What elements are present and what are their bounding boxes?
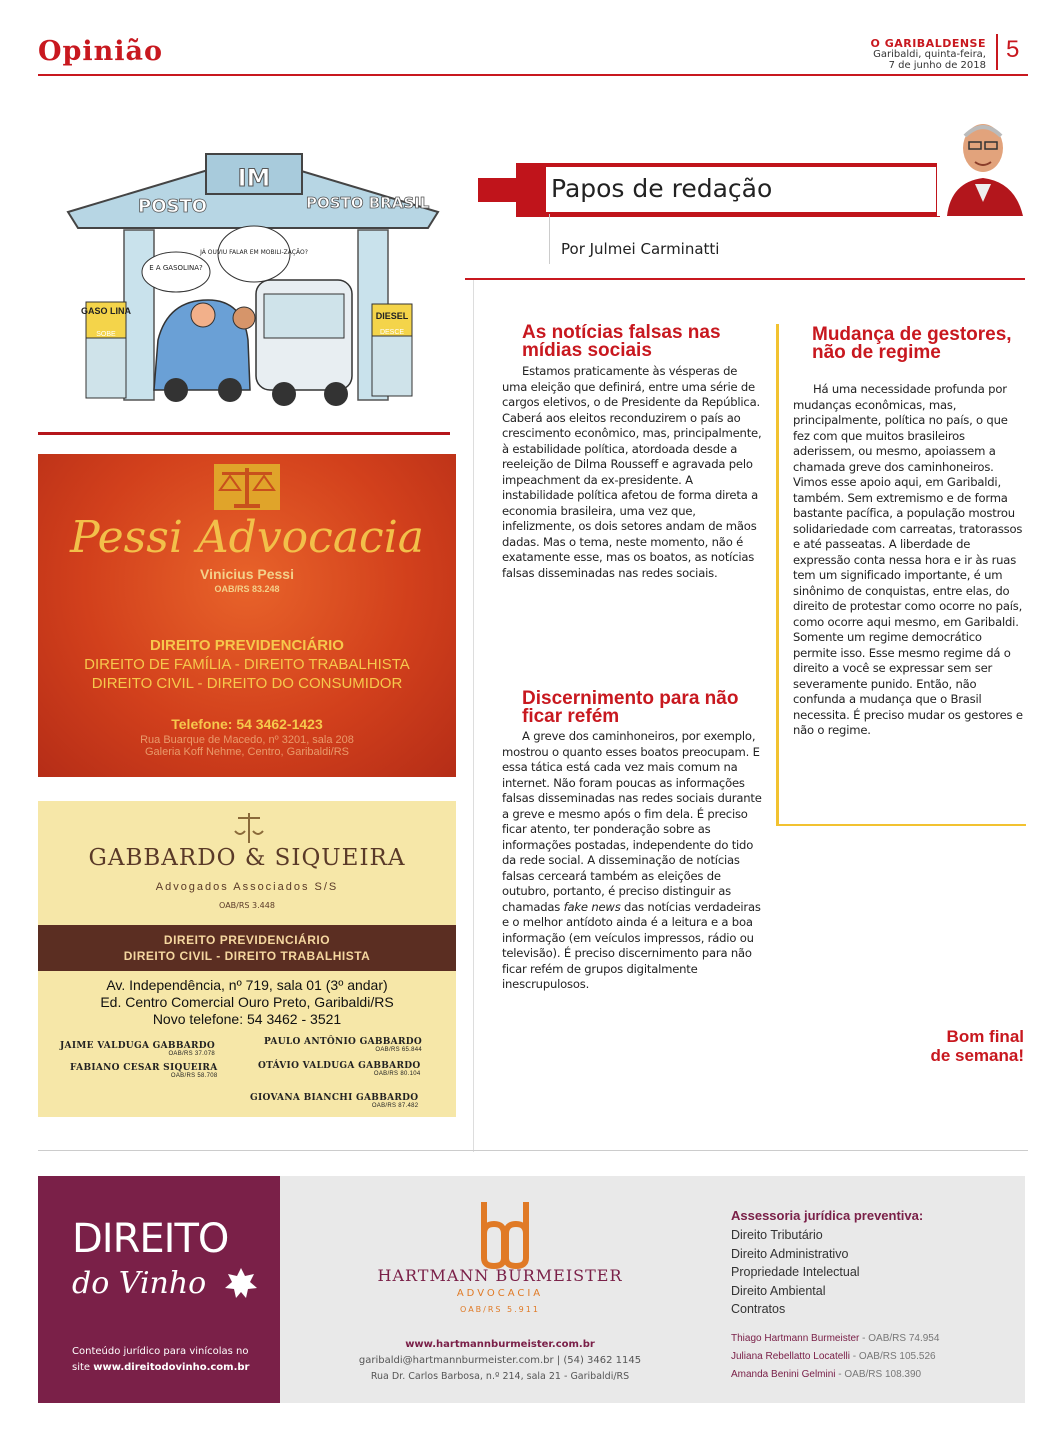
sign-off (930, 1027, 1024, 1065)
hb-lawyer-oab: - OAB/RS 74.954 (859, 1333, 940, 1344)
gabbardo-lawyer (70, 1063, 218, 1079)
pessi-oab: OAB/RS 83.248 (214, 584, 280, 594)
masthead-info (871, 38, 986, 71)
gabbardo-address (38, 977, 456, 1028)
assessoria-item: Propriedade Intelectual (731, 1265, 860, 1279)
gabbardo-address-1: Av. Independência, nº 719, sala 01 (3º andar) (106, 977, 388, 993)
wine-desc-prefix: site (72, 1362, 94, 1373)
pessi-area-1: DIREITO PREVIDENCIÁRIO (150, 637, 344, 654)
assessoria-item: Direito Administrativo (731, 1246, 849, 1261)
ad-gabbardo-siqueira[interactable] (38, 801, 456, 1117)
gabbardo-band-2: DIREITO CIVIL - DIREITO TRABALHISTA (123, 949, 371, 963)
paper-name: O GARIBALDENSE (870, 37, 986, 50)
article-2-title: Discernimento para não ficar refém (522, 688, 739, 727)
gas-station-cartoon (58, 150, 448, 420)
page-number-separator (996, 34, 998, 70)
pump-gasoline-label: GASO LINA (80, 306, 132, 316)
gabbardo-subtitle: Advogados Associados S/S (155, 881, 339, 893)
hb-lawyer (731, 1330, 939, 1348)
ad-pessi-advocacia[interactable] (38, 454, 456, 777)
footer-rule (38, 1150, 1028, 1151)
hb-lawyers (731, 1330, 939, 1384)
gabbardo-lawyer (60, 1041, 215, 1057)
scales-of-justice-icon (214, 464, 280, 510)
hb-lawyer-oab: - OAB/RS 108.390 (835, 1369, 922, 1380)
article-2-body-part-1: A greve dos caminhoneiros, por exemplo, mostrou o quanto esses boatos preocupam. E essa tática está cada vez mais comum na internet. Não foram poucas as informações falsas disseminadas nas redes sociais durante a greve e mesmo após o fim dela. É preciso ficar atento, ter ponderação sobre as informações postadas, independente do tido da rede social. A disseminação de notícias falsas cerceará também as eleições de outubro, portanto, é preciso distinguir as chamadas (502, 729, 762, 914)
hb-address: Rua Dr. Carlos Barbosa, n.º 214, sala 21 - Garibaldi/RS (370, 1371, 630, 1382)
date-line-1: Garibaldi, quinta-feira, (873, 49, 986, 60)
lawyer-name: FABIANO CESAR SIQUEIRA (70, 1063, 218, 1073)
lawyer-name: GIOVANA BIANCHI GABBARDO (250, 1093, 419, 1103)
pessi-lawyer-name: Vinicius Pessi (200, 566, 294, 582)
scales-of-justice-icon (234, 811, 264, 847)
cartoon-sign-left: POSTO (138, 196, 208, 217)
pessi-address-1: Rua Buarque de Macedo, nº 3201, sala 208 (140, 734, 354, 746)
pessi-address (38, 734, 456, 758)
gabbardo-lawyer (250, 1093, 418, 1109)
pump-diesel-state: DESCE (379, 329, 405, 336)
wine-site-link[interactable]: www.direitodovinho.com.br (93, 1362, 250, 1373)
hb-lawyer (731, 1366, 939, 1384)
lawyer-name: PAULO ANTÔNIO GABBARDO (264, 1037, 422, 1047)
article-3-title: Mudança de gestores, não de regime (812, 324, 1012, 363)
hb-oab: OAB/RS 5.911 (460, 1305, 540, 1314)
wine-subtitle: do Vinho (72, 1266, 207, 1301)
cartoon-bubble-2: JÁ OUVIU FALAR EM MOBILI-ZAÇÃO? (200, 249, 308, 256)
sidebar-border-bottom (776, 824, 1026, 826)
wine-description (72, 1344, 250, 1376)
page-number: 5 (1006, 36, 1020, 63)
header-rule (38, 74, 1028, 76)
pump-gasoline-state: SOBE (96, 331, 116, 338)
pessi-phone: Telefone: 54 3462-1423 (171, 716, 323, 732)
byline-divider (549, 214, 550, 264)
article-2-body-part-2: das notícias verdadeiras e o melhor antídoto ainda é a leitura e a boa informação (em veículos impressos, rádio ou televisão). É preciso discernimento para não ficar refém de grupos digitalmente inescrupulosos. (502, 899, 761, 991)
wine-desc-line-1: Conteúdo jurídico para vinícolas no (72, 1346, 249, 1357)
article-2-body (502, 729, 764, 993)
column-byline: Por Julmei Carminatti (561, 240, 720, 258)
direito-do-vinho-panel[interactable] (38, 1176, 280, 1403)
wine-title: DIREITO (72, 1216, 229, 1262)
cartoon-sign-center: IM (237, 164, 271, 192)
author-photo (937, 112, 1029, 216)
hb-website-link[interactable]: www.hartmannburmeister.com.br (405, 1339, 595, 1350)
lawyer-oab: OAB/RS 65.844 (375, 1047, 422, 1053)
column-rule (465, 278, 1025, 280)
column-title: Papos de redação (551, 174, 773, 203)
pessi-area-3: DIREITO CIVIL - DIREITO DO CONSUMIDOR (91, 675, 403, 692)
gabbardo-phone: Novo telefone: 54 3462 - 3521 (152, 1011, 342, 1027)
assessoria-list (731, 1226, 860, 1319)
grape-leaf-icon (224, 1266, 258, 1300)
assessoria-item: Direito Ambiental (731, 1283, 826, 1298)
article-3-body: Há uma necessidade profunda por mudanças econômicas, mas, principalmente, política no país, o que fez com que muitos brasileiros aderissem, ou mesmo, apoiassem a chamada greve dos caminhoneiros. Vimos esse apoio aqui, em Garibaldi, também. Sem extremismo e de forma bastante pacífica, a população mostrou solidariedade com carreatas, tratorassos e até passeatas. A liberdade de expressão conta nessa hora e ir às ruas tem um significado importante, é um sinônimo de conquistas, entre elas, do direito de protestar como ocorre no país, como ocorre aqui mesmo, em Garibaldi. Somente um regime democrático permite isso. Esse mesmo regime dá o direito a você se expressar sem ser severamente punido. Então, não confunda a mudança que o Brasil necessita. É preciso mudar os gestores e não o regime. (793, 382, 1023, 737)
section-title: Opinião (38, 36, 164, 67)
hb-logo-icon (470, 1198, 540, 1270)
hb-lawyer-name: Amanda Benini Gelmini (731, 1369, 836, 1380)
pessi-area-2: DIREITO DE FAMÍLIA - DIREITO TRABALHISTA (84, 656, 410, 673)
assessoria-title: Assessoria jurídica preventiva: (731, 1208, 924, 1223)
column-left-border (473, 280, 474, 1152)
article-1-body: Estamos praticamente às vésperas de uma eleição que definirá, entre uma série de cargos eletivos, o de Presidente da República. Caberá aos eleitos reconduzirem o país ao crescimento econômico, mas, principalmente, à estabilidade política, atordoada desde a reeleição de Dilma Rousseff e agravada pelo impeachment da ex-presidente. A instabilidade política afetou de forma direta a economia brasileira, uma vez que, infelizmente, os dois setores andam de mãos dadas. Mas o tema, neste momento, não é exatamente esse, mas os boatos, as notícias falsas disseminadas nas redes sociais. (502, 364, 762, 580)
cartoon-rule (38, 432, 450, 435)
cartoon-bubble-1: E A GASOLINA? (149, 264, 203, 272)
lawyer-oab: OAB/RS 80.104 (373, 1071, 421, 1077)
sign-off-line-1: Bom final (946, 1027, 1024, 1046)
pessi-practice-areas (38, 636, 456, 693)
hb-firm-subtitle: ADVOCACIA (456, 1288, 544, 1299)
hb-lawyer-name: Thiago Hartmann Burmeister (731, 1333, 860, 1344)
hb-lawyer-oab: - OAB/RS 105.526 (849, 1351, 936, 1362)
gabbardo-lawyer (258, 1061, 420, 1077)
date-line-2: 7 de junho de 2018 (888, 60, 986, 71)
pessi-address-2: Galeria Koff Nehme, Centro, Garibaldi/RS (145, 746, 349, 758)
lawyer-oab: OAB/RS 37.078 (168, 1051, 216, 1057)
pump-diesel-label: DIESEL (375, 311, 409, 321)
pessi-firm-name: Pessi Advocacia (70, 512, 424, 563)
cartoon-sign-right: POSTO BRASIL (306, 194, 430, 212)
lawyer-name: OTÁVIO VALDUGA GABBARDO (258, 1061, 421, 1071)
hb-firm-name: HARTMANN BURMEISTER (377, 1266, 623, 1285)
assessoria-item: Contratos (731, 1302, 786, 1316)
hb-lawyer (731, 1348, 939, 1366)
hb-lawyer-name: Juliana Rebellatto Locatelli (731, 1351, 850, 1362)
assessoria-item: Direito Tributário (731, 1228, 823, 1242)
sidebar-border-left (776, 324, 779, 824)
article-2-body-emphasis: fake news (563, 899, 621, 914)
gabbardo-oab: OAB/RS 3.448 (219, 901, 275, 910)
gabbardo-band-1: DIREITO PREVIDENCIÁRIO (163, 933, 331, 947)
gabbardo-lawyer (264, 1037, 422, 1053)
lawyer-oab: OAB/RS 58.708 (170, 1073, 218, 1079)
gabbardo-firm-name: GABBARDO & SIQUEIRA (88, 845, 406, 871)
gabbardo-practice-band (38, 925, 456, 971)
article-1-title: As notícias falsas nas mídias sociais (522, 322, 721, 361)
sign-off-line-2: de semana! (930, 1046, 1024, 1065)
wine-desc-line-2 (72, 1360, 250, 1376)
lawyer-oab: OAB/RS 87.482 (371, 1103, 419, 1109)
lawyer-name: JAIME VALDUGA GABBARDO (60, 1041, 216, 1051)
gabbardo-address-2: Ed. Centro Comercial Ouro Preto, Garibaldi/RS (100, 994, 394, 1010)
hb-contact[interactable]: garibaldi@hartmannburmeister.com.br | (54) 3462 1145 (358, 1355, 642, 1366)
